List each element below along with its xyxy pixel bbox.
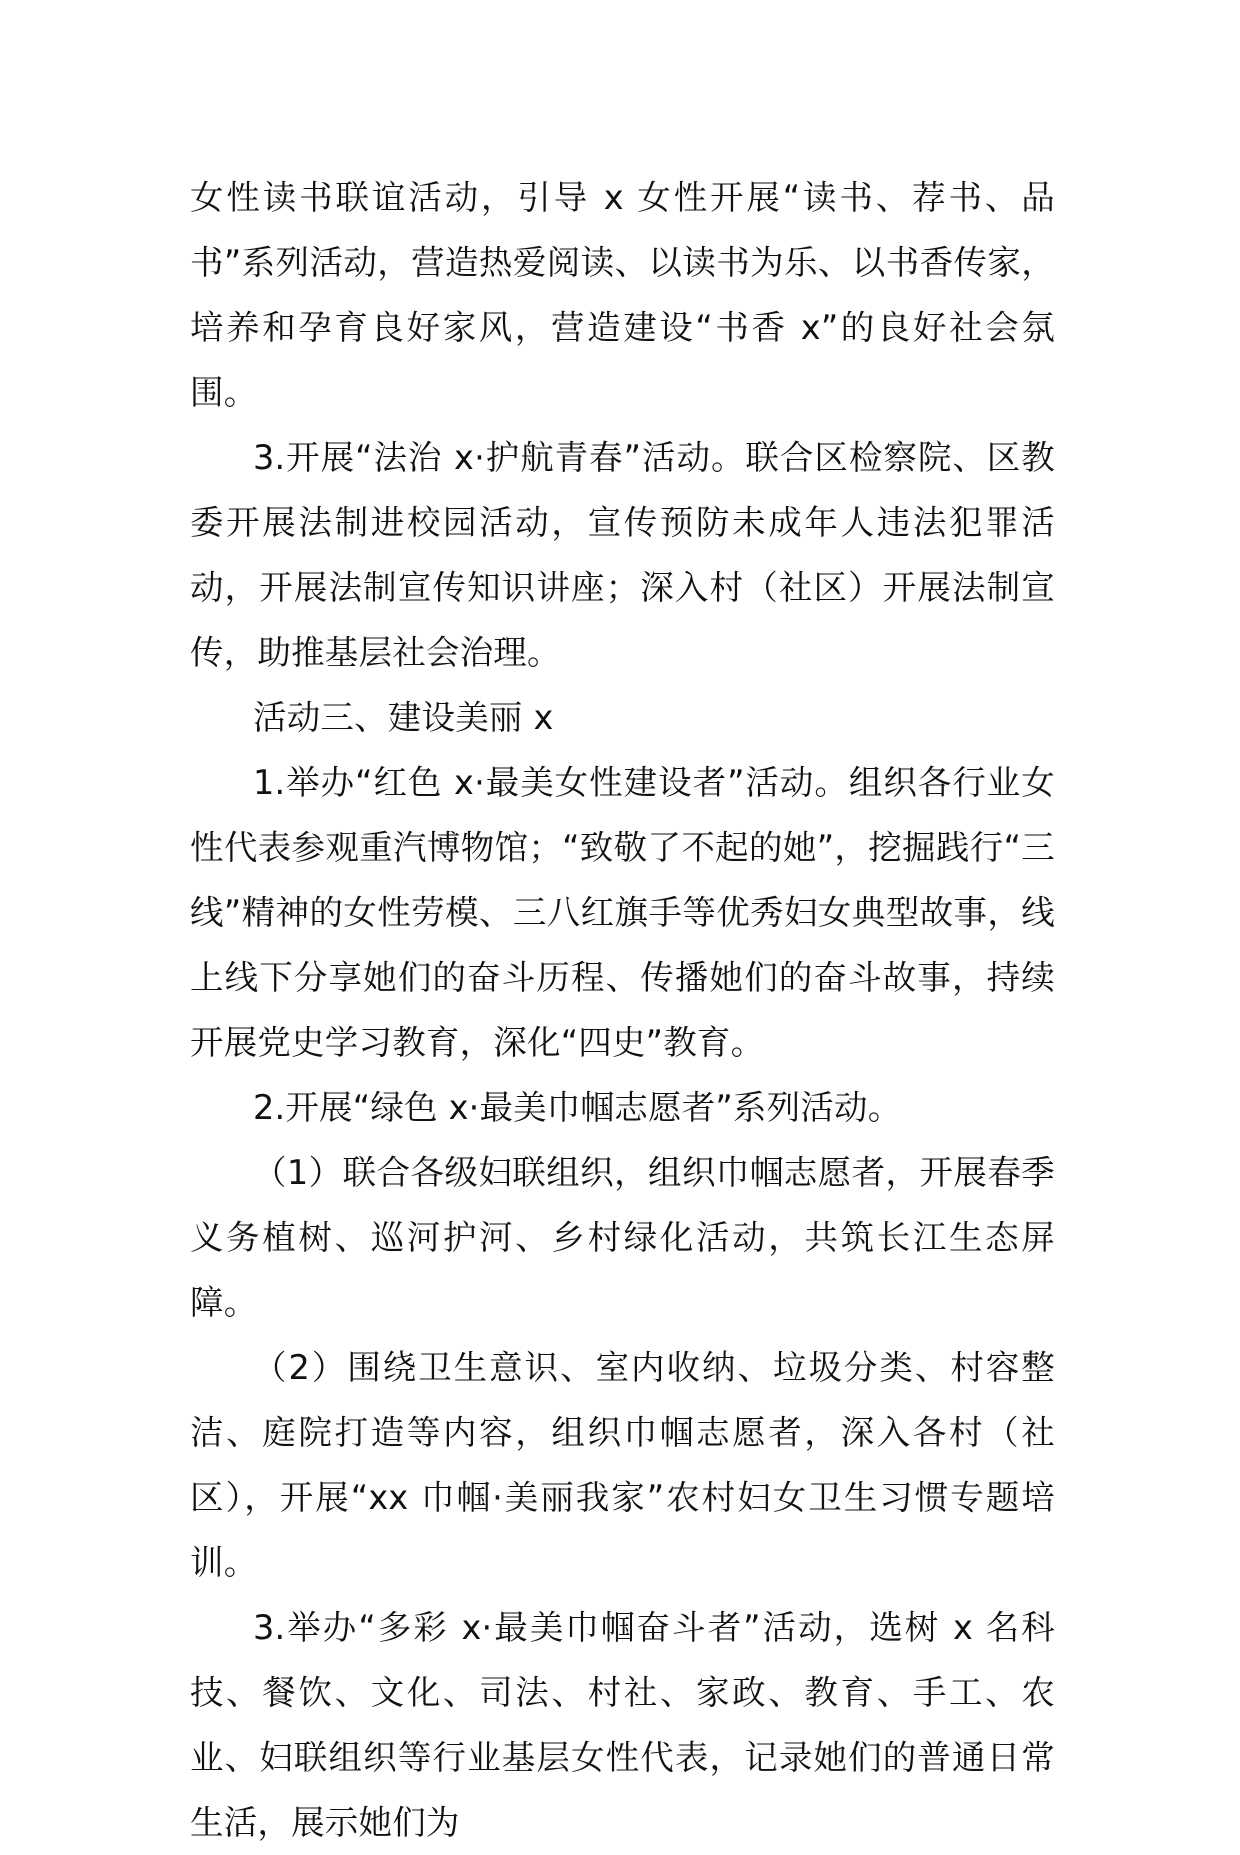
paragraph-item-2: （2）围绕卫生意识、室内收纳、垃圾分类、村容整洁、庭院打造等内容，组织巾帼志愿者，深入各村（社区），开展“xx 巾帼·美丽我家”农村妇女卫生习惯专题培训。 xyxy=(190,1348,1055,1582)
paragraph-continuation-reading-activity: 女性读书联谊活动，引导 x 女性开展“读书、荐书、品书”系列活动，营造热爱阅读、以读书为乐、以书香传家，培养和孕育良好家风，营造建设“书香 x”的良好社会氛围。 xyxy=(190,178,1055,412)
document-body xyxy=(190,165,1055,1855)
paragraph-item-1: （1）联合各级妇联组织，组织巾帼志愿者，开展春季义务植树、巡河护河、乡村绿化活动，共筑长江生态屏障。 xyxy=(190,1153,1055,1322)
paragraph-green-volunteer-activity: 2.开展“绿色 x·最美巾帼志愿者”系列活动。 xyxy=(253,1088,902,1127)
paragraph-red-builder-activity: 1.举办“红色 x·最美女性建设者”活动。组织各行业女性代表参观重汽博物馆；“致敬了不起的她”，挖掘践行“三线”精神的女性劳模、三八红旗手等优秀妇女典型故事，线上线下分享她们的奋斗历程、传播她们的奋斗故事，持续开展党史学习教育，深化“四史”教育。 xyxy=(190,763,1055,1062)
section-heading-activity-three: 活动三、建设美丽 x xyxy=(253,698,554,737)
paragraph-rule-of-law-activity: 3.开展“法治 x·护航青春”活动。联合区检察院、区教委开展法制进校园活动，宣传预防未成年人违法犯罪活动，开展法制宣传知识讲座；深入村（社区）开展法制宣传，助推基层社会治理。 xyxy=(190,438,1055,672)
paragraph-colorful-striver-activity: 3.举办“多彩 x·最美巾帼奋斗者”活动，选树 x 名科技、餐饮、文化、司法、村社、家政、教育、手工、农业、妇联组织等行业基层女性代表，记录她们的普通日常生活，展示她们为 xyxy=(190,1608,1055,1842)
